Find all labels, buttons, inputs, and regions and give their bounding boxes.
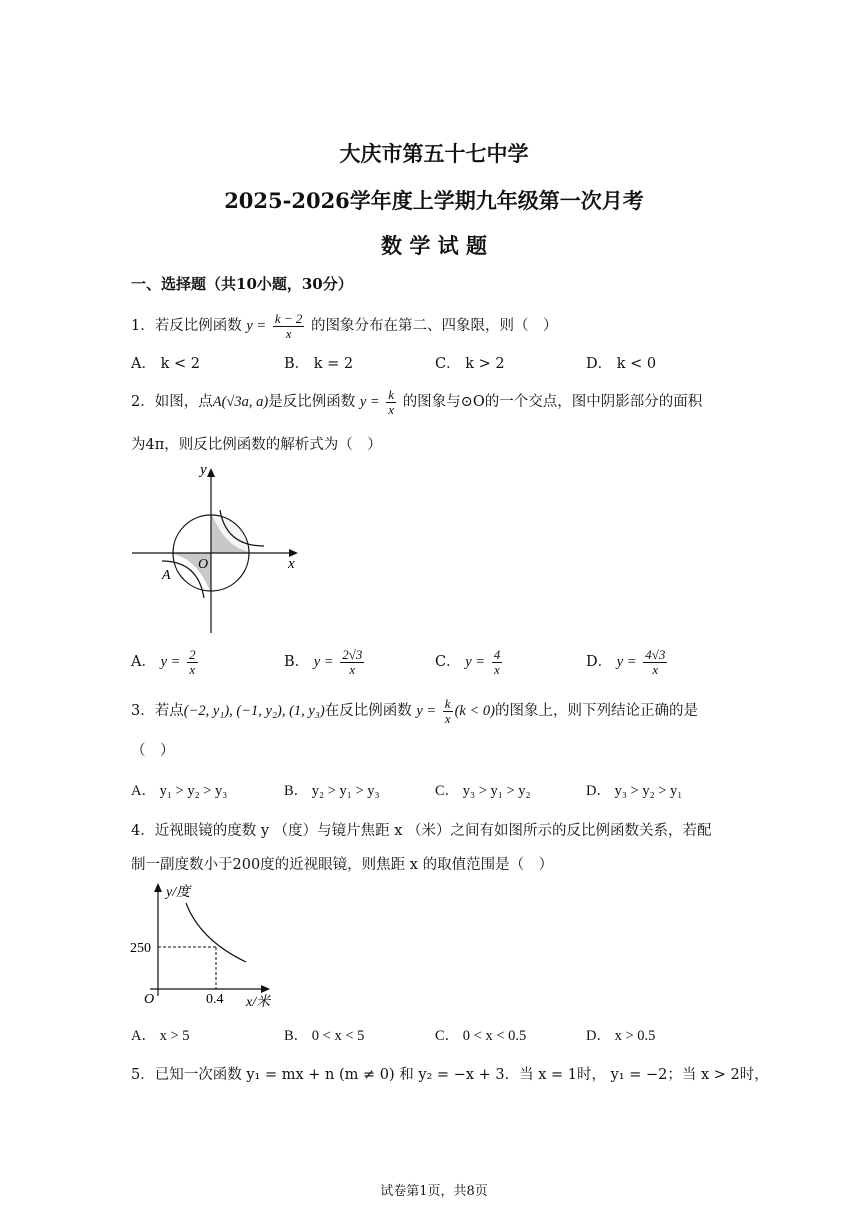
q4-x-arrow: [261, 985, 270, 993]
q4-option-b: B． 0 < x < 5: [284, 1028, 365, 1044]
q2-c-frac: [492, 648, 503, 676]
q1-pre: 若反比例函数: [154, 318, 242, 335]
q1-option-d: D． k < 0: [586, 356, 657, 372]
q2-c-num: 4: [493, 647, 501, 662]
q3-pre: 3．若点: [131, 703, 184, 720]
q2-a-label: A．: [131, 654, 156, 671]
q4-y-label: y/度: [166, 885, 191, 900]
q1-option-b: B． k = 2: [284, 356, 354, 372]
q1-option-c: C． k > 2: [435, 356, 505, 372]
q3-fraction: [443, 697, 453, 725]
q3-frac-den: x: [444, 710, 451, 726]
q4-x-tick: 0.4: [206, 992, 224, 1007]
y-axis-arrow: [207, 468, 215, 477]
q1-fraction: [273, 312, 305, 340]
q2-a-den: x: [189, 661, 196, 677]
q3-option-a: A． y₁ > y₂ > y₃: [131, 783, 228, 799]
page-footer: 试卷第1页，共8页: [380, 1184, 488, 1199]
question-2: [131, 388, 702, 416]
q2-line2: 为4π，则反比例函数的解析式为（ ）: [131, 437, 382, 453]
q1-frac-num: k − 2: [274, 311, 303, 326]
question-3: [131, 697, 698, 725]
q2-b-lhs: y =: [313, 654, 334, 671]
origin-label: O: [198, 557, 209, 572]
subject-title: 数 学 试 题: [381, 233, 487, 258]
q2-b-num: 2√3: [342, 647, 363, 662]
q2-c-lhs: y =: [465, 654, 486, 671]
q2-post: 的图象与⊙O的一个交点，图中阴影部分的面积: [402, 394, 703, 411]
q2-b-frac: [340, 648, 364, 676]
point-a-label: A: [162, 568, 171, 583]
q3-frac-num: k: [444, 696, 451, 711]
q2-option-b: [284, 648, 366, 676]
q1-frac-den: x: [285, 325, 292, 341]
q2-fraction: [386, 388, 396, 416]
school-title: 大庆市第五十七中学: [339, 141, 529, 166]
q4-line2: 制一副度数小于200度的近视眼镜，则焦距 x 的取值范围是（ ）: [131, 857, 554, 873]
q2-d-lhs: y =: [616, 654, 637, 671]
q2-pre: 2．如图，点: [131, 394, 213, 411]
q2-frac-num: k: [388, 387, 395, 402]
q2-d-frac: [643, 648, 667, 676]
q4-y-tick: 250: [130, 941, 151, 956]
q3-option-d: D． y₃ > y₂ > y₁: [586, 783, 683, 799]
q2-a-frac: [187, 648, 198, 676]
q3-points: (−2, y₁), (−1, y₂), (1, y₃): [183, 703, 325, 720]
q4-x-label: x/米: [246, 995, 271, 1010]
exam-title: 2025-2026学年度上学期九年级第一次月考: [224, 188, 644, 213]
q4-option-d: D． x > 0.5: [586, 1028, 656, 1044]
q2-c-label: C．: [435, 654, 461, 671]
q4-option-a: A． x > 5: [131, 1028, 190, 1044]
q1-option-a: A． k < 2: [131, 356, 200, 372]
question-1: [131, 312, 557, 340]
q2-option-d: [586, 648, 669, 676]
q2-d-label: D．: [586, 654, 613, 671]
q2-b-den: x: [349, 661, 356, 677]
q2-a-num: 2: [189, 647, 196, 662]
q1-func-lhs: y =: [246, 318, 267, 335]
q2-c-den: x: [494, 661, 500, 677]
q2-frac-den: x: [388, 401, 395, 417]
x-label: x: [288, 556, 295, 572]
q3-func-lhs: y =: [416, 703, 437, 720]
q3-line2: （ ）: [131, 743, 175, 759]
q2-func-lhs: y =: [359, 394, 380, 411]
q2-point: A(√3a, a): [212, 394, 269, 411]
q4-figure: [128, 878, 288, 1013]
q2-option-c: [435, 648, 504, 676]
q3-post: 的图象上，则下列结论正确的是: [494, 703, 698, 720]
q3-option-c: C． y₃ > y₁ > y₂: [435, 783, 531, 799]
question-5: 5．已知一次函数 y₁ = mx + n (m ≠ 0) 和 y₂ = −x + 3．当 x = 1时， y₁ = −2；当 x > 2时，: [131, 1067, 769, 1083]
q3-cond: (k < 0): [454, 703, 495, 720]
q2-b-label: B．: [284, 654, 310, 671]
q1-post: 的图象分布在第二、四象限，则（ ）: [310, 318, 558, 335]
q4-option-c: C． 0 < x < 0.5: [435, 1028, 527, 1044]
q1-number: 1．: [131, 318, 155, 335]
y-label: y: [200, 462, 207, 478]
section-heading: 一、选择题（共10小题，30分）: [131, 275, 353, 293]
q2-d-num: 4√3: [645, 647, 666, 662]
q2-a-lhs: y =: [160, 654, 181, 671]
q3-option-b: B． y₂ > y₁ > y₃: [284, 783, 380, 799]
q3-mid: 在反比例函数: [324, 703, 412, 720]
q2-mid: 是反比例函数: [268, 394, 356, 411]
q4-y-arrow: [154, 883, 162, 892]
q2-option-a: [131, 648, 200, 676]
q2-d-den: x: [652, 661, 659, 677]
question-4: 4．近视眼镜的度数 y （度）与镜片焦距 x （米）之间有如图所示的反比例函数关系，若配: [131, 823, 712, 839]
q4-origin: O: [144, 992, 155, 1007]
q2-figure: [128, 458, 308, 638]
